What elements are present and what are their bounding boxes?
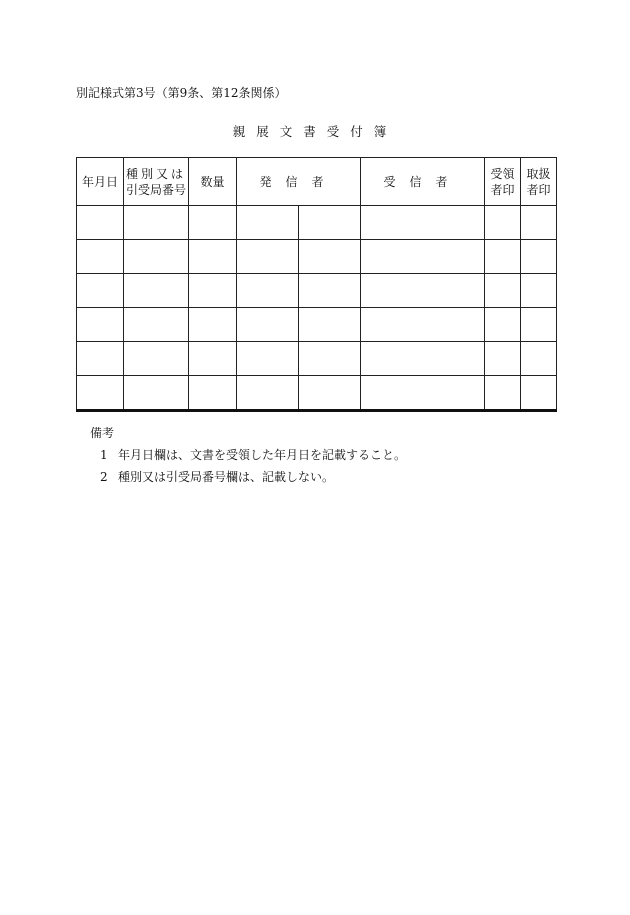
header-handler-seal bbox=[521, 158, 557, 206]
cell-type[interactable] bbox=[124, 308, 189, 342]
cell-sender-a[interactable] bbox=[237, 376, 299, 411]
cell-handler-seal[interactable] bbox=[521, 240, 557, 274]
cell-date[interactable] bbox=[77, 308, 124, 342]
cell-receiver-seal[interactable] bbox=[485, 274, 521, 308]
cell-type[interactable] bbox=[124, 376, 189, 411]
cell-handler-seal[interactable] bbox=[521, 308, 557, 342]
cell-receiver-seal[interactable] bbox=[485, 240, 521, 274]
cell-type[interactable] bbox=[124, 240, 189, 274]
cell-recipient[interactable] bbox=[361, 274, 485, 308]
cell-quantity[interactable] bbox=[189, 376, 237, 411]
table-header-row bbox=[77, 158, 557, 206]
table-row bbox=[77, 376, 557, 411]
header-type-line2: 引受局番号 bbox=[125, 182, 186, 197]
cell-handler-seal[interactable] bbox=[521, 376, 557, 411]
cell-recipient[interactable] bbox=[361, 240, 485, 274]
cell-receiver-seal[interactable] bbox=[485, 342, 521, 376]
document-title: 親展文書受付簿 bbox=[232, 124, 398, 139]
cell-sender-b[interactable] bbox=[299, 206, 361, 240]
cell-sender-a[interactable] bbox=[237, 206, 299, 240]
header-handler-seal-line2: 者印 bbox=[526, 182, 551, 197]
cell-type[interactable] bbox=[124, 206, 189, 240]
cell-sender-b[interactable] bbox=[299, 240, 361, 274]
cell-date[interactable] bbox=[77, 240, 124, 274]
header-receiver-seal-line1: 受領 bbox=[490, 166, 515, 181]
cell-sender-a[interactable] bbox=[237, 240, 299, 274]
cell-quantity[interactable] bbox=[189, 240, 237, 274]
table-row bbox=[77, 206, 557, 240]
cell-sender-b[interactable] bbox=[299, 308, 361, 342]
cell-sender-a[interactable] bbox=[237, 308, 299, 342]
form-reference: 別記様式第3号（第9条、第12条関係） bbox=[76, 86, 287, 100]
header-type-line1: 種別又は bbox=[125, 166, 186, 181]
note-text: 年月日欄は、文書を受領した年月日を記載すること。 bbox=[118, 448, 407, 462]
cell-recipient[interactable] bbox=[361, 206, 485, 240]
cell-sender-b[interactable] bbox=[299, 342, 361, 376]
header-recipient: 受信者 bbox=[361, 158, 485, 206]
table-row bbox=[77, 342, 557, 376]
notes-heading: 備考 bbox=[90, 426, 115, 440]
table-row bbox=[77, 274, 557, 308]
header-type bbox=[124, 158, 189, 206]
note-text: 種別又は引受局番号欄は、記載しない。 bbox=[118, 470, 335, 484]
cell-handler-seal[interactable] bbox=[521, 274, 557, 308]
cell-quantity[interactable] bbox=[189, 308, 237, 342]
cell-receiver-seal[interactable] bbox=[485, 376, 521, 411]
header-receiver-seal-line2: 者印 bbox=[490, 182, 515, 197]
header-handler-seal-line1: 取扱 bbox=[526, 166, 551, 181]
cell-type[interactable] bbox=[124, 342, 189, 376]
cell-receiver-seal[interactable] bbox=[485, 206, 521, 240]
note-item bbox=[90, 446, 406, 463]
cell-handler-seal[interactable] bbox=[521, 342, 557, 376]
table-row bbox=[77, 240, 557, 274]
cell-recipient[interactable] bbox=[361, 376, 485, 411]
cell-date[interactable] bbox=[77, 206, 124, 240]
cell-recipient[interactable] bbox=[361, 342, 485, 376]
header-receiver-seal bbox=[485, 158, 521, 206]
cell-quantity[interactable] bbox=[189, 274, 237, 308]
cell-sender-b[interactable] bbox=[299, 274, 361, 308]
notes-section bbox=[90, 424, 406, 490]
header-quantity: 数量 bbox=[189, 158, 237, 206]
note-number: 2 bbox=[100, 470, 108, 484]
cell-quantity[interactable] bbox=[189, 206, 237, 240]
cell-sender-a[interactable] bbox=[237, 274, 299, 308]
register-table bbox=[76, 157, 557, 412]
cell-date[interactable] bbox=[77, 376, 124, 411]
cell-type[interactable] bbox=[124, 274, 189, 308]
header-sender: 発信者 bbox=[237, 158, 361, 206]
table-row bbox=[77, 308, 557, 342]
cell-sender-a[interactable] bbox=[237, 342, 299, 376]
cell-sender-b[interactable] bbox=[299, 376, 361, 411]
note-number: 1 bbox=[100, 448, 108, 462]
cell-date[interactable] bbox=[77, 342, 124, 376]
cell-date[interactable] bbox=[77, 274, 124, 308]
cell-quantity[interactable] bbox=[189, 342, 237, 376]
cell-handler-seal[interactable] bbox=[521, 206, 557, 240]
cell-recipient[interactable] bbox=[361, 308, 485, 342]
cell-receiver-seal[interactable] bbox=[485, 308, 521, 342]
header-date: 年月日 bbox=[77, 158, 124, 206]
note-item bbox=[90, 468, 406, 485]
